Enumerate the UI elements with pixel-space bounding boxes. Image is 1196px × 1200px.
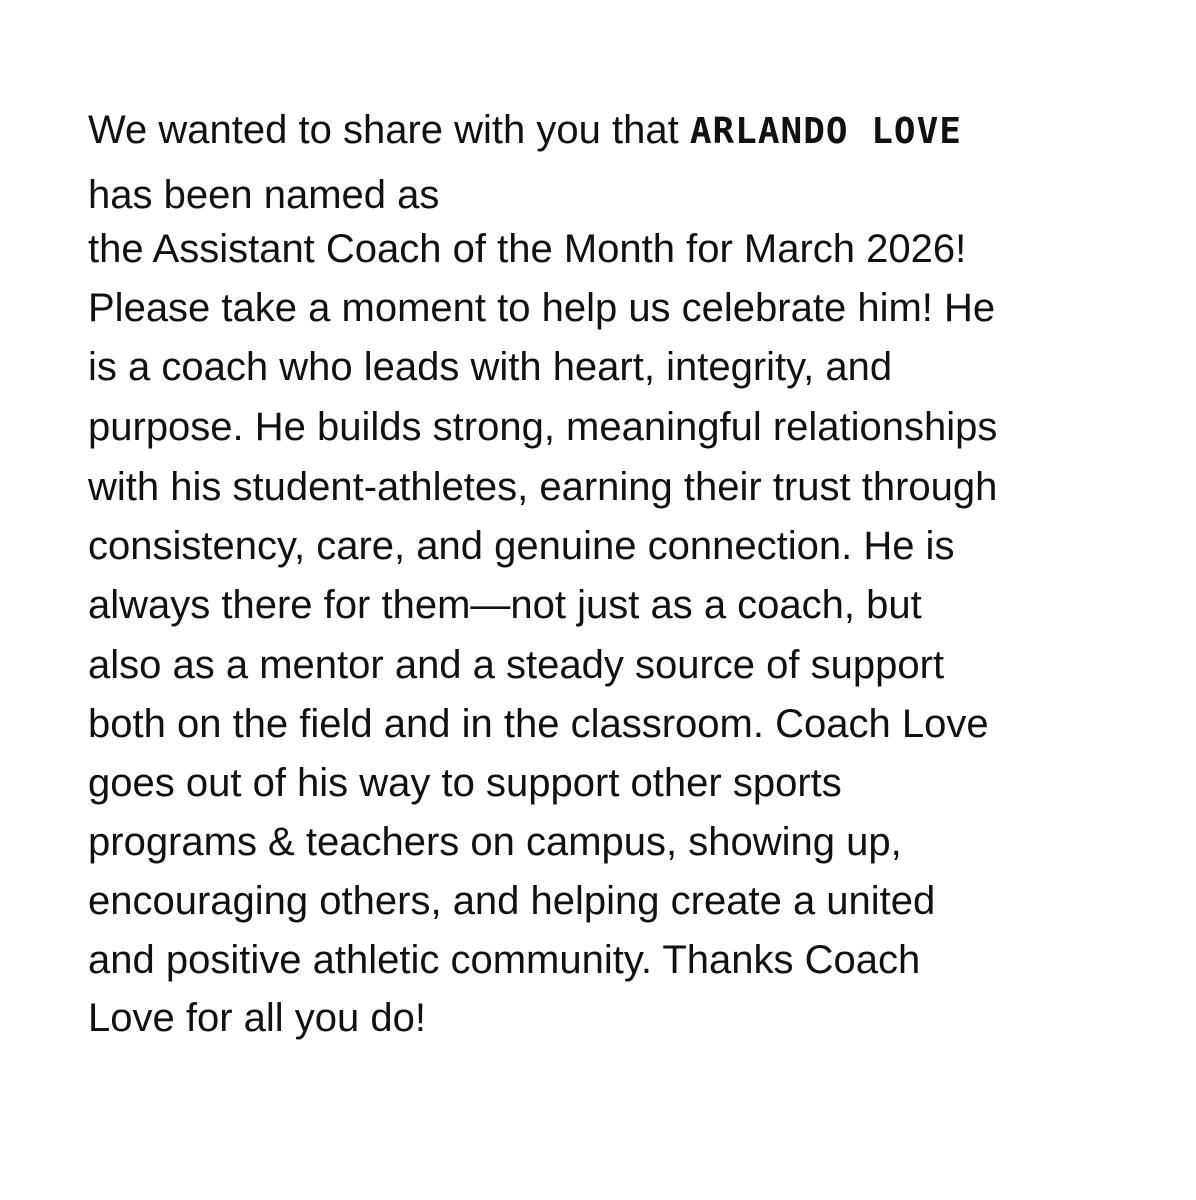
announcement-line-10: also as a mentor and a steady source of support <box>88 643 945 687</box>
announcement-line-2: has been named as <box>88 173 440 217</box>
announcement-line-3: the Assistant Coach of the Month for March 2026! <box>88 227 967 271</box>
announcement-line-9: always there for them—not just as a coach, but <box>88 583 922 627</box>
announcement-line-1 <box>88 107 962 155</box>
announcement-line-7: with his student-athletes, earning their trust through <box>88 465 998 509</box>
announcement-line-14: encouraging others, and helping create a united <box>88 879 936 923</box>
announcement-line-5: is a coach who leads with heart, integrity, and <box>88 345 893 389</box>
coach-name: ARLANDO LOVE <box>689 111 962 152</box>
announcement-line-6: purpose. He builds strong, meaningful relationships <box>88 405 998 449</box>
announcement-line-8: consistency, care, and genuine connection. He is <box>88 524 955 568</box>
announcement-line-16: Love for all you do! <box>88 996 426 1040</box>
announcement-lead-text: We wanted to share with you that <box>88 108 690 152</box>
announcement-line-15: and positive athletic community. Thanks Coach <box>88 938 921 982</box>
announcement-line-13: programs & teachers on campus, showing up, <box>88 820 902 864</box>
announcement-document <box>88 0 1178 1200</box>
announcement-line-11: both on the field and in the classroom. Coach Love <box>88 702 989 746</box>
announcement-line-12: goes out of his way to support other sports <box>88 761 842 805</box>
announcement-line-4: Please take a moment to help us celebrate him! He <box>88 286 996 330</box>
